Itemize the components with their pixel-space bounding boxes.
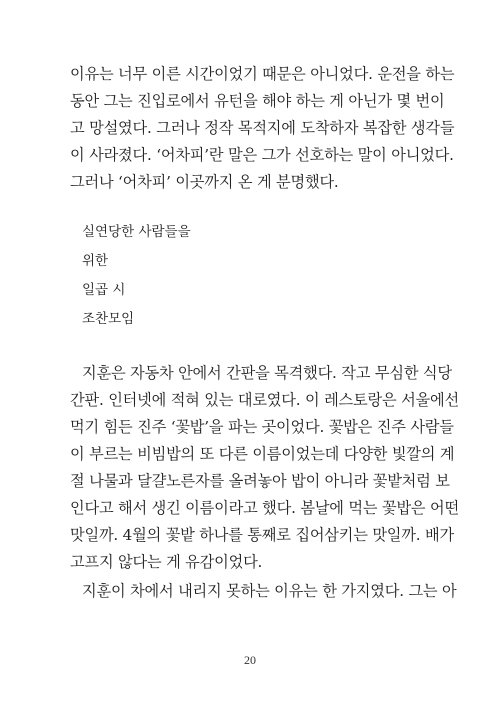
paragraph-2-line-1: 지훈은 자동차 안에서 간판을 목격했다. 작고 무심한 식당 xyxy=(82,364,452,382)
paragraph-1-line-3: 고 망설였다. 그러나 정작 목적지에 도착하자 복잡한 생각들 xyxy=(70,119,455,137)
paragraph-2-line-7: 맛일까. 4월의 꽃밭 하나를 통째로 집어삼키는 맛일까. 배가 xyxy=(70,526,454,544)
sign-line-4: 조찬모임 xyxy=(82,311,135,327)
paragraph-2-line-8: 고프지 않다는 게 유감이었다. xyxy=(70,553,263,571)
sign-line-3: 일곱 시 xyxy=(82,282,126,298)
paragraph-2-line-2: 간판. 인터넷에 적혀 있는 대로였다. 이 레스토랑은 서울에선 xyxy=(70,391,459,409)
paragraph-1-line-2: 동안 그는 진입로에서 유턴을 해야 하는 게 아닌가 몇 번이 xyxy=(70,92,445,110)
paragraph-2-line-6: 인다고 해서 생긴 이름이라고 했다. 봄날에 먹는 꽃밥은 어떤 xyxy=(70,499,459,517)
sign-line-1: 실연당한 사람들을 xyxy=(82,224,191,240)
paragraph-2-line-4: 이 부르는 비빔밥의 또 다른 이름이었는데 다양한 빛깔의 계 xyxy=(70,445,455,463)
paragraph-1-line-4: 이 사라졌다. ‘어차피’란 말은 그가 선호하는 말이 아니었다. xyxy=(70,146,454,164)
paragraph-3-line-1: 지훈이 차에서 내리지 못하는 이유는 한 가지였다. 그는 아 xyxy=(82,582,457,600)
paragraph-2-line-3: 먹기 힘든 진주 ‘꽃밥’을 파는 곳이었다. 꽃밥은 진주 사람들 xyxy=(70,418,454,436)
page-number: 20 xyxy=(244,653,256,667)
paragraph-1-line-1: 이유는 너무 이른 시간이었기 때문은 아니었다. 운전을 하는 xyxy=(70,65,455,83)
paragraph-2-line-5: 절 나물과 달걀노른자를 올려놓아 밥이 아니라 꽃밭처럼 보 xyxy=(70,472,450,490)
paragraph-1-line-5: 그러나 ‘어차피’ 이곳까지 온 게 분명했다. xyxy=(70,173,339,191)
sign-line-2: 위한 xyxy=(82,253,109,269)
